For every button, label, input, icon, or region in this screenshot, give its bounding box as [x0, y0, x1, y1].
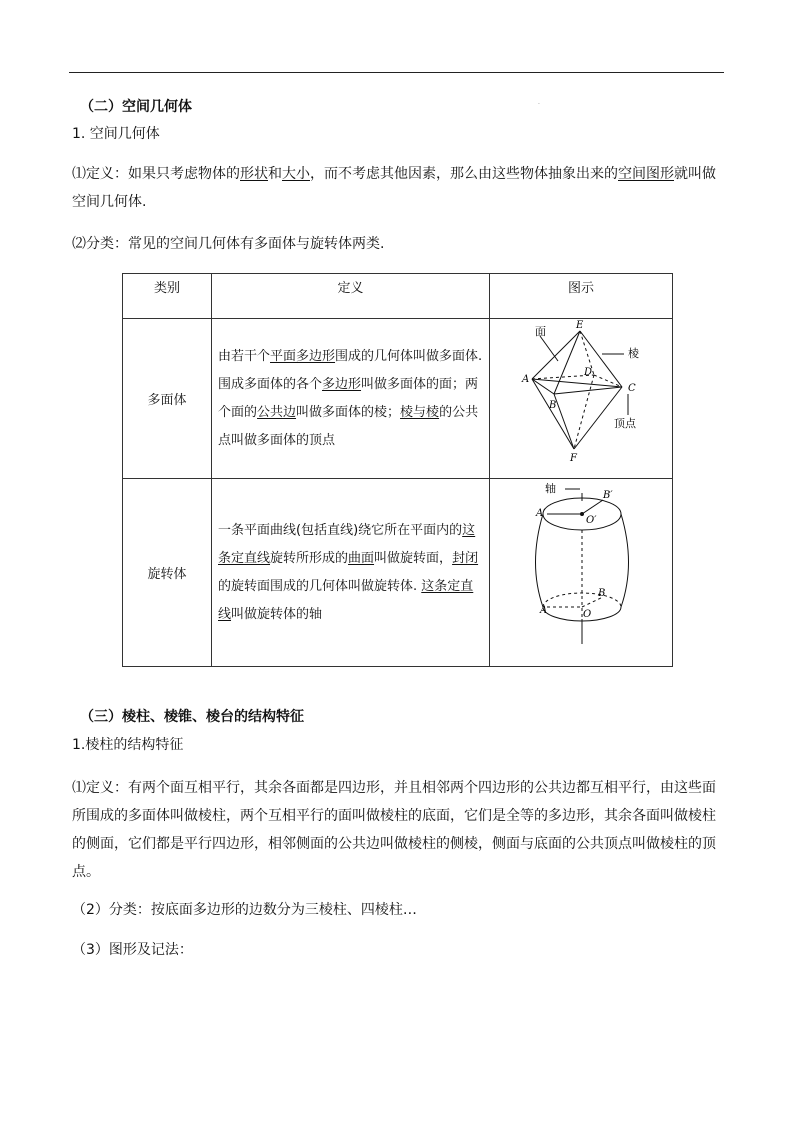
scan-mark: .: [538, 99, 540, 106]
label-edge: 棱: [628, 347, 639, 360]
label-vertex: 顶点: [614, 417, 636, 430]
label-B-prime: B′: [603, 490, 613, 501]
polyhedron-definition: 由若干个平面多边形围成的几何体叫做多面体. 围成多面体的各个多边形叫做多面体的面；两个面的公共边叫做多面体的棱；棱与棱的公共点叫做多面体的顶点: [212, 319, 490, 479]
polyhedron-label: 多面体: [123, 319, 212, 479]
label-face: 面: [535, 325, 546, 338]
label-E: E: [576, 320, 584, 331]
label-C: C: [628, 383, 636, 394]
prism-classification: （2）分类：按底面多边形的边数分为三棱柱、四棱柱…: [72, 902, 417, 918]
label-A: A: [522, 374, 530, 385]
prism-definition-paragraph: ⑴定义：有两个面互相平行，其余各面都是四边形，并且相邻两个四边形的公共边都互相平行，由这些面所围成的多面体叫做棱柱，两个互相平行的面叫做棱柱的底面，它们是全等的多边形，其余各面叫做棱柱的侧面，它们都是平行四边形，相邻侧面的公共边叫做棱柱的侧棱，侧面与底面的公共顶点叫做棱柱的顶点。: [72, 780, 716, 880]
table-row-solid-of-revolution: [123, 479, 673, 667]
octahedron-diagram: [490, 319, 672, 474]
label-F: F: [570, 453, 577, 464]
label-B-bottom: B: [598, 588, 606, 599]
definition-paragraph: ⑴定义：如果只考虑物体的形状和大小，而不考虑其他因素，那么由这些物体抽象出来的空间图形就叫做空间几何体.: [72, 166, 716, 210]
classification-paragraph: ⑵分类：常见的空间几何体有多面体与旋转体两类.: [72, 236, 385, 252]
section-heading-spatial-solids: （二）空间几何体: [80, 99, 192, 115]
revolution-definition: 一条平面曲线(包括直线)绕它所在平面内的这条定直线旋转所形成的曲面叫做旋转面，封闭的旋转面围成的几何体叫做旋转体. 这条定直线叫做旋转体的轴: [212, 479, 490, 667]
label-A-prime: A′: [536, 508, 546, 519]
revolution-label: 旋转体: [123, 479, 212, 667]
barrel-diagram: [490, 479, 672, 662]
label-axis: 轴: [545, 482, 556, 495]
revolution-figure-cell: [490, 479, 673, 667]
solids-table: [122, 273, 673, 667]
item-prism-structure: 1.棱柱的结构特征: [72, 737, 184, 753]
prism-figure-notation: （3）图形及记法：: [72, 942, 193, 958]
header-rule: [69, 72, 724, 73]
label-O-prime: O′: [586, 515, 597, 526]
label-B: B: [549, 400, 557, 411]
label-A-bottom: A: [540, 605, 548, 616]
label-D: D: [584, 367, 593, 378]
item-spatial-solids: 1. 空间几何体: [72, 126, 160, 142]
polyhedron-figure-cell: [490, 319, 673, 479]
label-O-bottom: O: [583, 609, 592, 620]
table-row-polyhedron: [123, 319, 673, 479]
table-header-row: [123, 274, 673, 319]
header-definition: 定义: [212, 274, 490, 319]
section-heading-prism-pyramid-frustum: （三）棱柱、棱锥、棱台的结构特征: [80, 709, 304, 725]
header-figure: 图示: [490, 274, 673, 319]
header-category: 类别: [123, 274, 212, 319]
